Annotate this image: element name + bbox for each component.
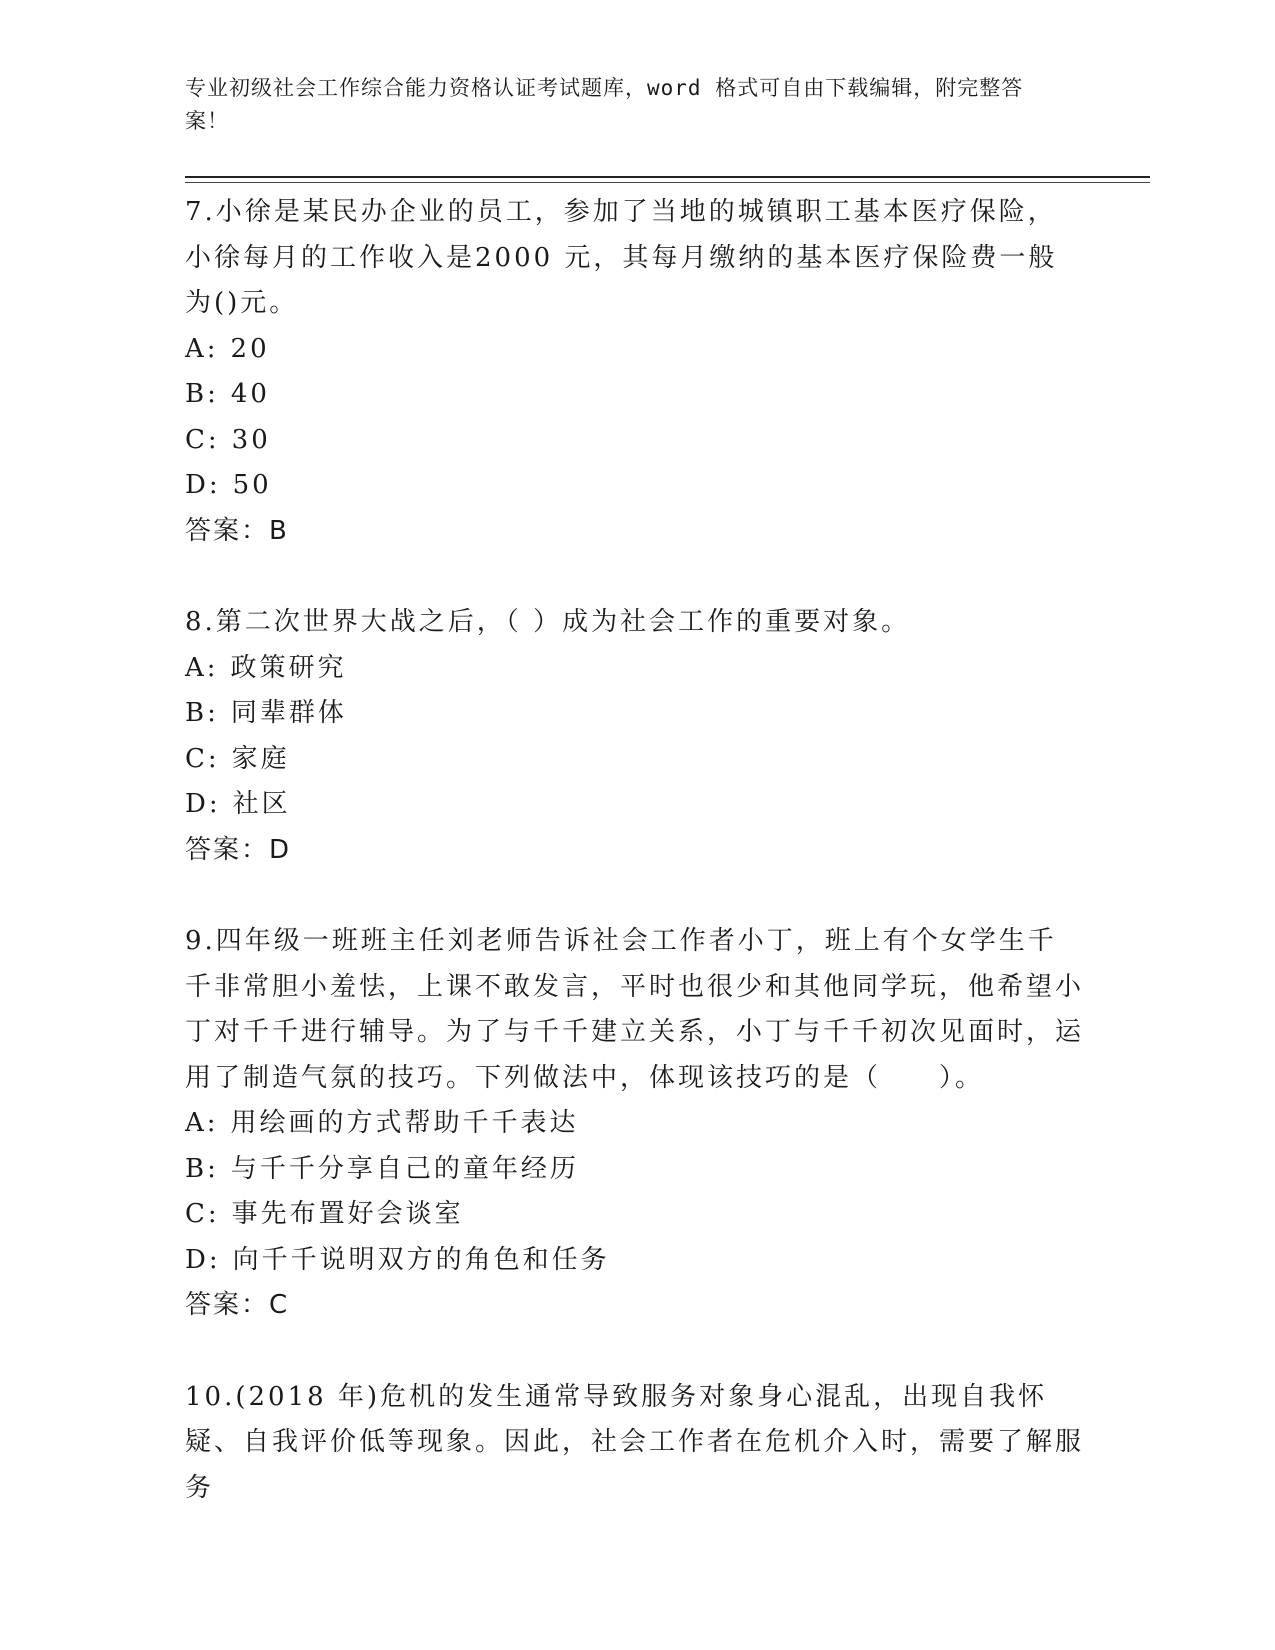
option-c: [185, 1192, 1085, 1238]
question-list: [185, 190, 1085, 1557]
option-letter: C:: [185, 424, 220, 455]
option-letter: A:: [185, 652, 219, 683]
answer-line: 答案：D: [185, 834, 292, 865]
option-text: 与千千分享自己的童年经历: [230, 1153, 579, 1184]
document-header: 专业初级社会工作综合能力资格认证考试题库，word 格式可自由下载编辑，附完整答案！: [185, 76, 1024, 133]
option-text: 30: [231, 424, 271, 455]
header-rule-thick: [185, 176, 1150, 178]
option-letter: C:: [185, 1199, 220, 1229]
option-a: [185, 1101, 1085, 1147]
option-text: 20: [230, 333, 270, 364]
answer-line: 答案：B: [185, 515, 289, 546]
option-letter: B:: [185, 379, 219, 409]
question-stem: 10.(2018 年)危机的发生通常导致服务对象身心混乱，出现自我怀疑、自我评价低等现象。因此，社会工作者在危机介入时，需要了解服务: [185, 1381, 1085, 1503]
option-letter: B:: [185, 698, 219, 728]
option-b: [185, 1147, 1085, 1193]
option-text: 用绘画的方式帮助千千表达: [230, 1108, 579, 1138]
option-letter: B:: [185, 1153, 219, 1184]
option-text: 同辈群体: [230, 698, 347, 728]
option-d: [185, 782, 1085, 828]
question-10: [185, 1375, 1085, 1512]
option-letter: D:: [185, 1244, 221, 1275]
answer-line: 答案：C: [185, 1290, 290, 1320]
option-letter: D:: [185, 789, 221, 819]
question-stem: 8.第二次世界大战之后，（ ）成为社会工作的重要对象。: [185, 607, 911, 637]
option-c: [185, 418, 1085, 464]
option-text: 50: [232, 470, 272, 500]
option-letter: D:: [185, 470, 221, 500]
option-text: 向千千说明双方的角色和任务: [232, 1244, 610, 1275]
option-text: 社区: [232, 789, 291, 819]
option-d: [185, 463, 1085, 509]
option-b: [185, 691, 1085, 737]
question-9: [185, 919, 1085, 1329]
option-letter: A:: [185, 333, 219, 364]
question-7: [185, 190, 1085, 554]
option-b: [185, 372, 1085, 418]
question-stem: 7.小徐是某民办企业的员工，参加了当地的城镇职工基本医疗保险，小徐每月的工作收入是2000 元，其每月缴纳的基本医疗保险费一般为()元。: [185, 197, 1058, 318]
option-d: [185, 1238, 1085, 1284]
question-stem: 9.四年级一班班主任刘老师告诉社会工作者小丁，班上有个女学生千千非常胆小羞怯，上课不敢发言，平时也很少和其他同学玩，他希望小丁对千千进行辅导。为了与千千建立关系，小丁与千千初次见面时，运用了制造气氛的技巧。下列做法中，体现该技巧的是（ ）。: [185, 926, 1085, 1093]
option-letter: A:: [185, 1108, 219, 1138]
question-8: [185, 600, 1085, 873]
option-text: 40: [230, 379, 270, 409]
option-text: 政策研究: [230, 652, 347, 683]
option-text: 事先布置好会谈室: [231, 1199, 464, 1229]
option-letter: C:: [185, 743, 220, 774]
option-a: [185, 327, 1085, 373]
option-c: [185, 737, 1085, 783]
option-a: [185, 646, 1085, 692]
option-text: 家庭: [231, 743, 290, 774]
header-rule-thin: [185, 182, 1150, 183]
